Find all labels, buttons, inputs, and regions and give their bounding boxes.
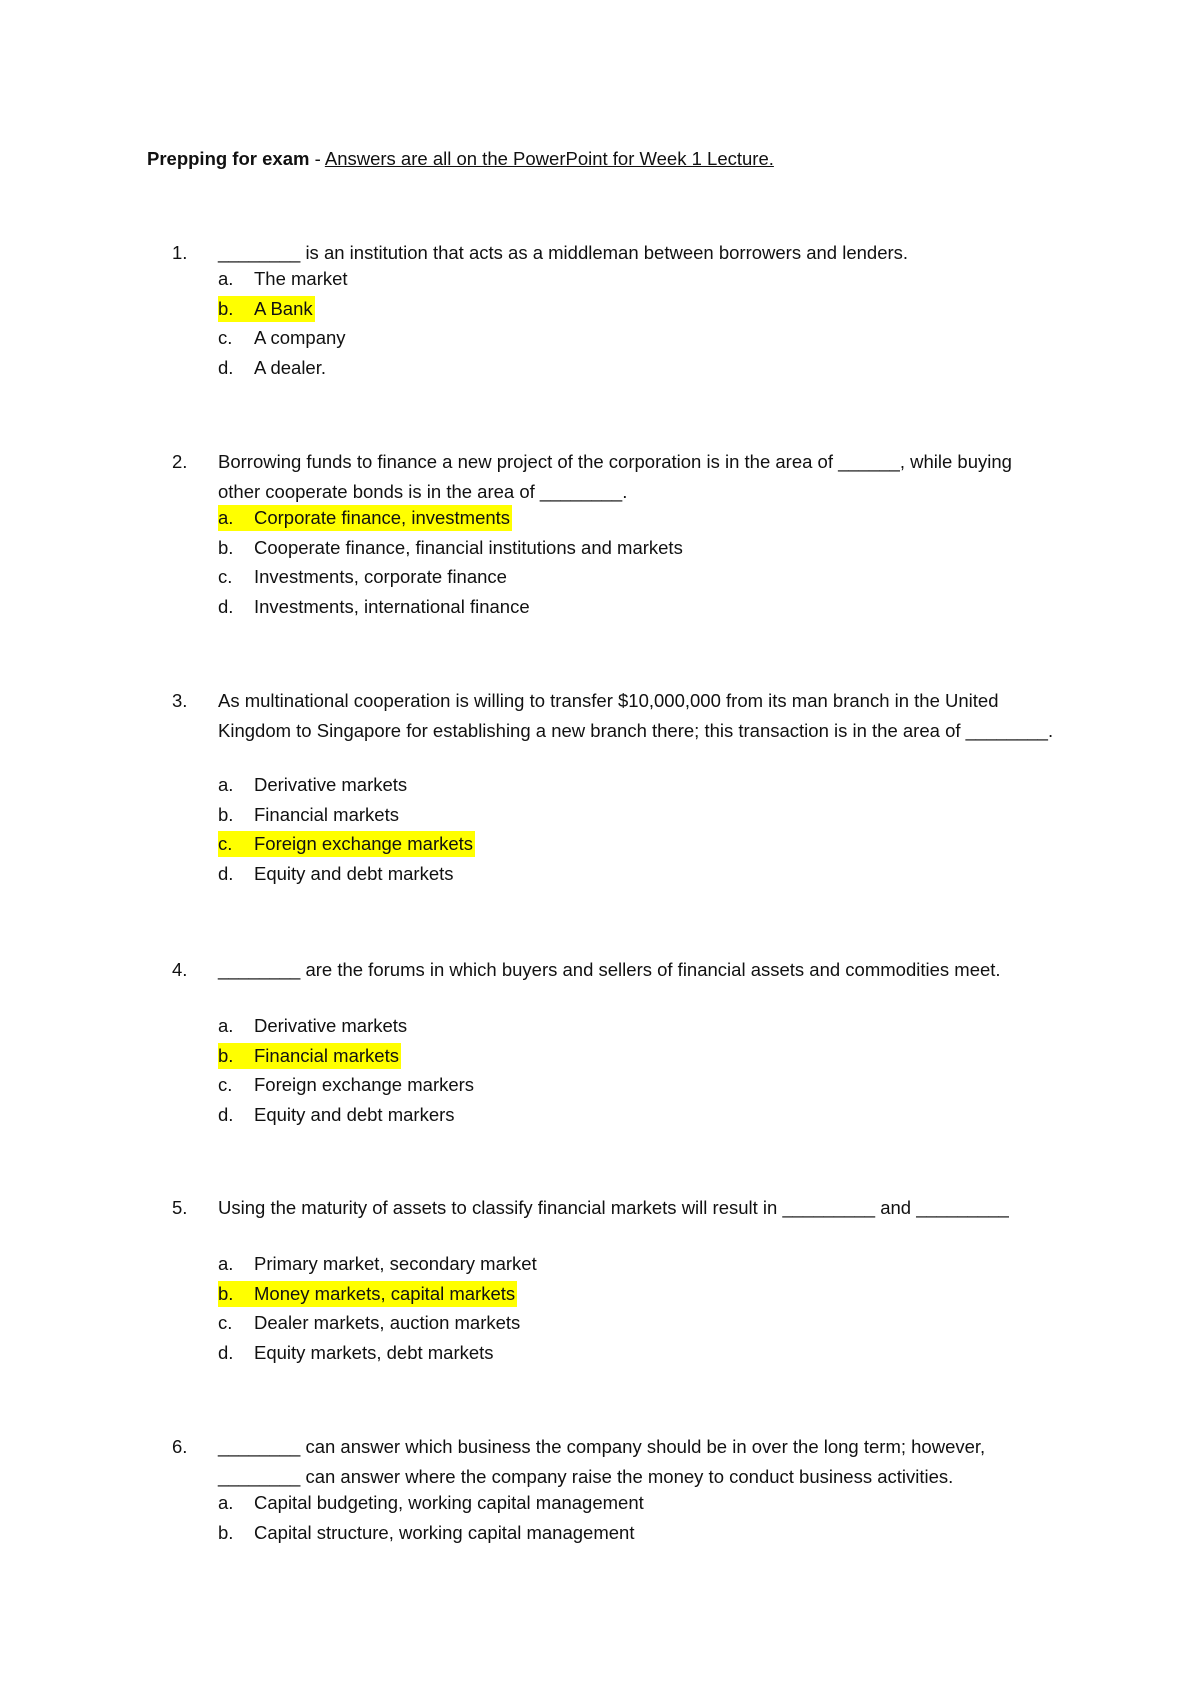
question-number: 1. (172, 242, 188, 263)
option-letter: a. (218, 507, 234, 528)
heading-separator: - (309, 148, 325, 169)
heading-note: Answers are all on the PowerPoint for Week 1 Lecture. (324, 148, 774, 169)
option-text: A company (254, 327, 346, 348)
option-text: Financial markets (254, 1044, 399, 1066)
option-text: Dealer markets, auction markets (254, 1312, 521, 1333)
option-text: Capital budgeting, working capital management (254, 1492, 644, 1513)
page-heading (147, 146, 774, 172)
option-text: Equity and debt markets (254, 862, 454, 884)
option-letter: a. (218, 268, 234, 289)
option-text: Money markets, capital markets (254, 1282, 516, 1304)
answer-option-correct (218, 1281, 517, 1307)
option-text: Foreign exchange markets (254, 833, 474, 854)
option-letter: a. (218, 1253, 234, 1274)
question-number: 5. (172, 1197, 188, 1218)
question-text: Borrowing funds to finance a new project of the corporation is in the area of ______, while buying other cooperate bonds is in the area of ________. (218, 451, 1012, 502)
answer-option (218, 1340, 494, 1366)
option-letter: b. (218, 1044, 234, 1066)
option-text: Primary market, secondary market (254, 1253, 537, 1274)
option-letter: d. (218, 862, 234, 884)
answer-option-correct (218, 296, 315, 322)
option-text: Foreign exchange markers (254, 1074, 475, 1095)
answer-option (218, 535, 683, 561)
answer-option-correct (218, 1043, 401, 1069)
question-text: Using the maturity of assets to classify financial markets will result in _________ and _________ (218, 1197, 1009, 1218)
option-text: Financial markets (254, 803, 399, 825)
option-letter: c. (218, 327, 233, 348)
answer-option (218, 802, 399, 828)
option-letter: b. (218, 1521, 234, 1543)
answer-option (218, 1490, 644, 1516)
option-text: Equity markets, debt markets (254, 1341, 494, 1363)
option-letter: a. (218, 1015, 234, 1036)
option-letter: c. (218, 566, 233, 587)
option-text: The market (254, 268, 348, 289)
option-letter: a. (218, 1492, 234, 1513)
answer-option (218, 1072, 474, 1098)
option-letter: d. (218, 356, 234, 378)
answer-option (218, 355, 326, 381)
option-text: A Bank (254, 297, 313, 319)
question-text: ________ is an institution that acts as a middleman between borrowers and lenders. (218, 242, 909, 263)
answer-option (218, 1520, 634, 1546)
answer-option (218, 772, 407, 798)
answer-option (218, 861, 454, 887)
option-letter: c. (218, 833, 233, 854)
question-number: 3. (172, 690, 188, 711)
option-letter: d. (218, 1341, 234, 1363)
question-number: 4. (172, 959, 188, 980)
answer-option (218, 266, 348, 292)
option-text: Cooperate finance, financial institutions and markets (254, 536, 683, 558)
question-text: As multinational cooperation is willing to transfer $10,000,000 from its man branch in the United Kingdom to Singapore for establishing a new branch there; this transaction is in the area of ________. (218, 690, 1054, 741)
answer-option (218, 1102, 455, 1128)
answer-option (218, 1251, 537, 1277)
option-letter: b. (218, 803, 234, 825)
option-text: Investments, corporate finance (254, 566, 507, 587)
answer-option (218, 1310, 520, 1336)
option-letter: a. (218, 774, 234, 795)
answer-option (218, 1013, 407, 1039)
option-letter: d. (218, 595, 234, 617)
question-number: 2. (172, 451, 188, 472)
option-text: Capital structure, working capital management (254, 1521, 635, 1543)
question-number: 6. (172, 1436, 188, 1457)
option-text: Derivative markets (254, 1015, 408, 1036)
question-text: ________ are the forums in which buyers and sellers of financial assets and commodities meet. (218, 959, 1001, 980)
option-text: Corporate finance, investments (254, 507, 511, 528)
option-letter: d. (218, 1103, 234, 1125)
answer-option-correct (218, 831, 475, 857)
question-text: ________ can answer which business the company should be in over the long term; however, ________ can answer where the company raise the money to conduct business activities. (218, 1436, 986, 1487)
option-letter: b. (218, 536, 234, 558)
answer-option-correct (218, 505, 512, 531)
option-letter: c. (218, 1312, 233, 1333)
option-text: Investments, international finance (254, 595, 530, 617)
answer-option (218, 564, 507, 590)
option-letter: b. (218, 297, 234, 319)
option-text: A dealer. (254, 356, 327, 378)
answer-option (218, 594, 530, 620)
option-text: Derivative markets (254, 774, 408, 795)
option-text: Equity and debt markers (254, 1103, 455, 1125)
answer-option (218, 325, 346, 351)
option-letter: c. (218, 1074, 233, 1095)
heading-title: Prepping for exam (147, 148, 310, 169)
option-letter: b. (218, 1282, 234, 1304)
